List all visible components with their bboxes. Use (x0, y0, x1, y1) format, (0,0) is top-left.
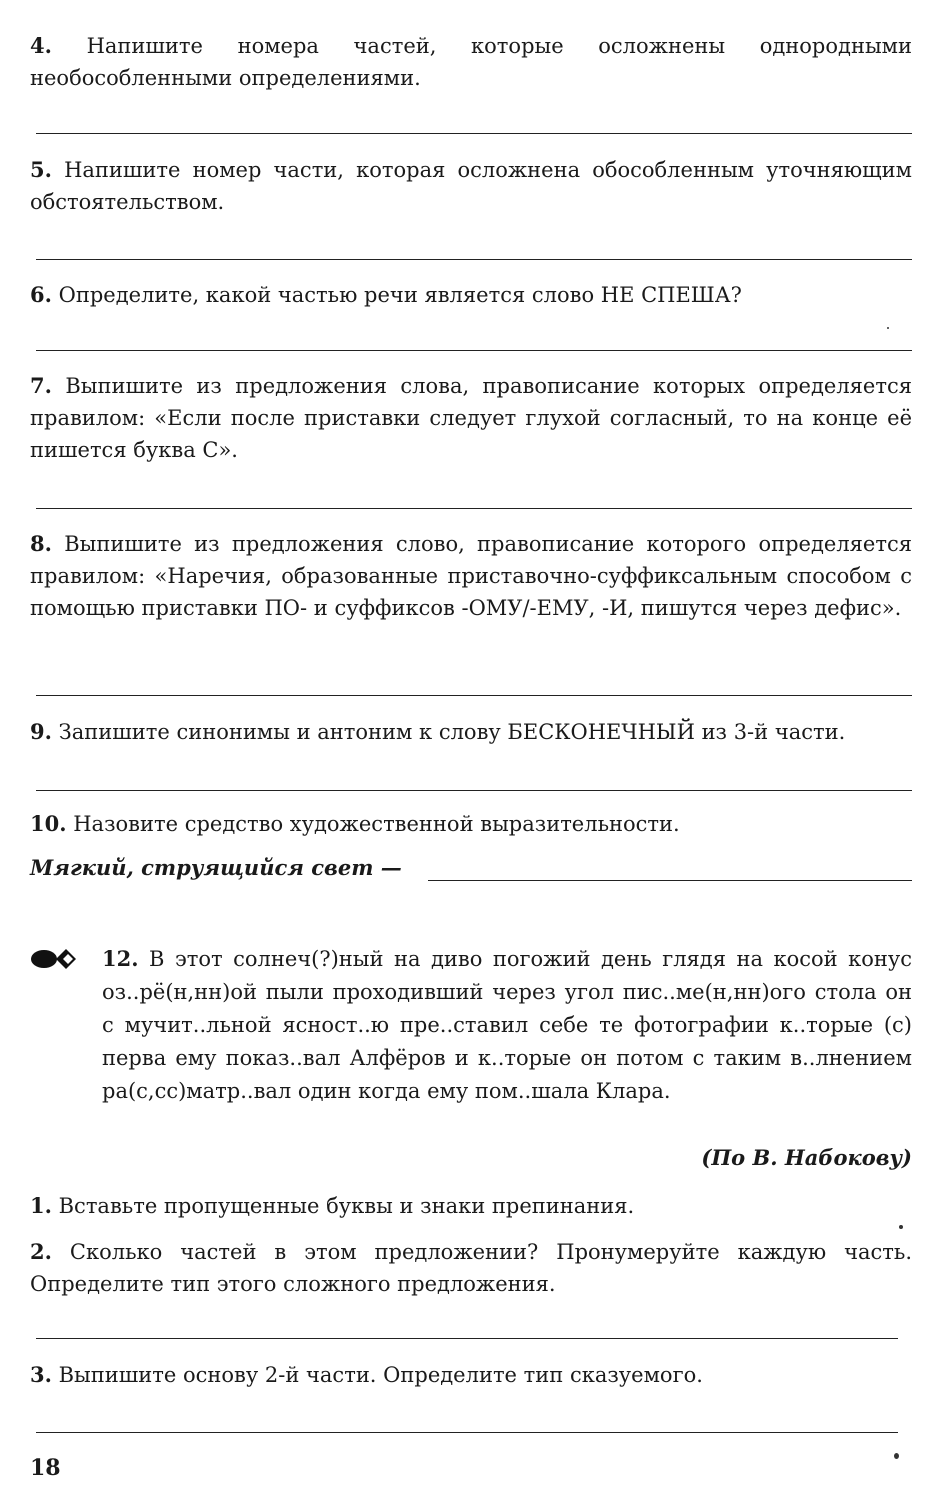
question-8: 8. Выпишите из предложения слово, правописание которого определяется правилом: «Наречия, образованные приставочно-суффиксальным способом с помощью приставки ПО- и суффиксов -ОМУ/-ЕМУ, -И, пишутся через дефис». (30, 531, 912, 620)
exercise-marker-icon (30, 946, 78, 972)
answer-line-task-3[interactable] (36, 1432, 898, 1433)
question-5: 5. Напишите номер части, которая осложнена обособленным уточняющим обстоятельством. (30, 157, 912, 214)
scan-speck (899, 1225, 903, 1229)
answer-line-7[interactable] (36, 508, 912, 509)
example-phrase: Мягкий, струящийся свет — (30, 855, 402, 880)
exercise-12-text: 12. В этот солнеч(?)ный на диво погожий день глядя на косой конус оз..рё(н,нн)ой пыли проходивший через угол пис..ме(н,нн)ого стола он с мучит..льной ясност..ю пре..ставил себе те фотографии к..торые (с) перва ему показ..вал Алфёров и к..торые он потом с таким в..лнением ра(с,сс)матр..вал один когда ему пом..шала Клара. (102, 946, 913, 1103)
scan-speck (887, 327, 889, 329)
question-7: 7. Выпишите из предложения слова, правописание которых определяется правилом: «Если после приставки следует глухой согласный, то на конце её пишется буква С». (30, 373, 912, 462)
answer-line-4[interactable] (36, 133, 912, 134)
question-4: 4. Напишите номера частей, которые осложнены однородными необособленными определениями. (30, 33, 912, 90)
answer-line-task-2[interactable] (36, 1338, 898, 1339)
answer-line-6[interactable] (36, 350, 912, 351)
scan-speck (894, 1453, 899, 1459)
question-9: 9. Запишите синонимы и антоним к слову БЕСКОНЕЧНЫЙ из 3-й части. (30, 719, 846, 744)
task-1: 1. Вставьте пропущенные буквы и знаки препинания. (30, 1193, 635, 1218)
answer-line-9[interactable] (36, 790, 912, 791)
task-3: 3. Выпишите основу 2-й части. Определите тип сказуемого. (30, 1362, 703, 1387)
answer-line-5[interactable] (36, 259, 912, 260)
question-6: 6. Определите, какой частью речи является слово НЕ СПЕША? (30, 282, 742, 307)
source-attribution: (По В. Набокову) (701, 1145, 912, 1170)
page-number: 18 (30, 1455, 61, 1481)
answer-line-8[interactable] (36, 695, 912, 696)
task-2: 2. Сколько частей в этом предложении? Пронумеруйте каждую часть. Определите тип этого сложного предложения. (30, 1239, 912, 1296)
question-10: 10. Назовите средство художественной выразительности. (30, 811, 680, 836)
answer-line-10[interactable] (428, 880, 912, 881)
